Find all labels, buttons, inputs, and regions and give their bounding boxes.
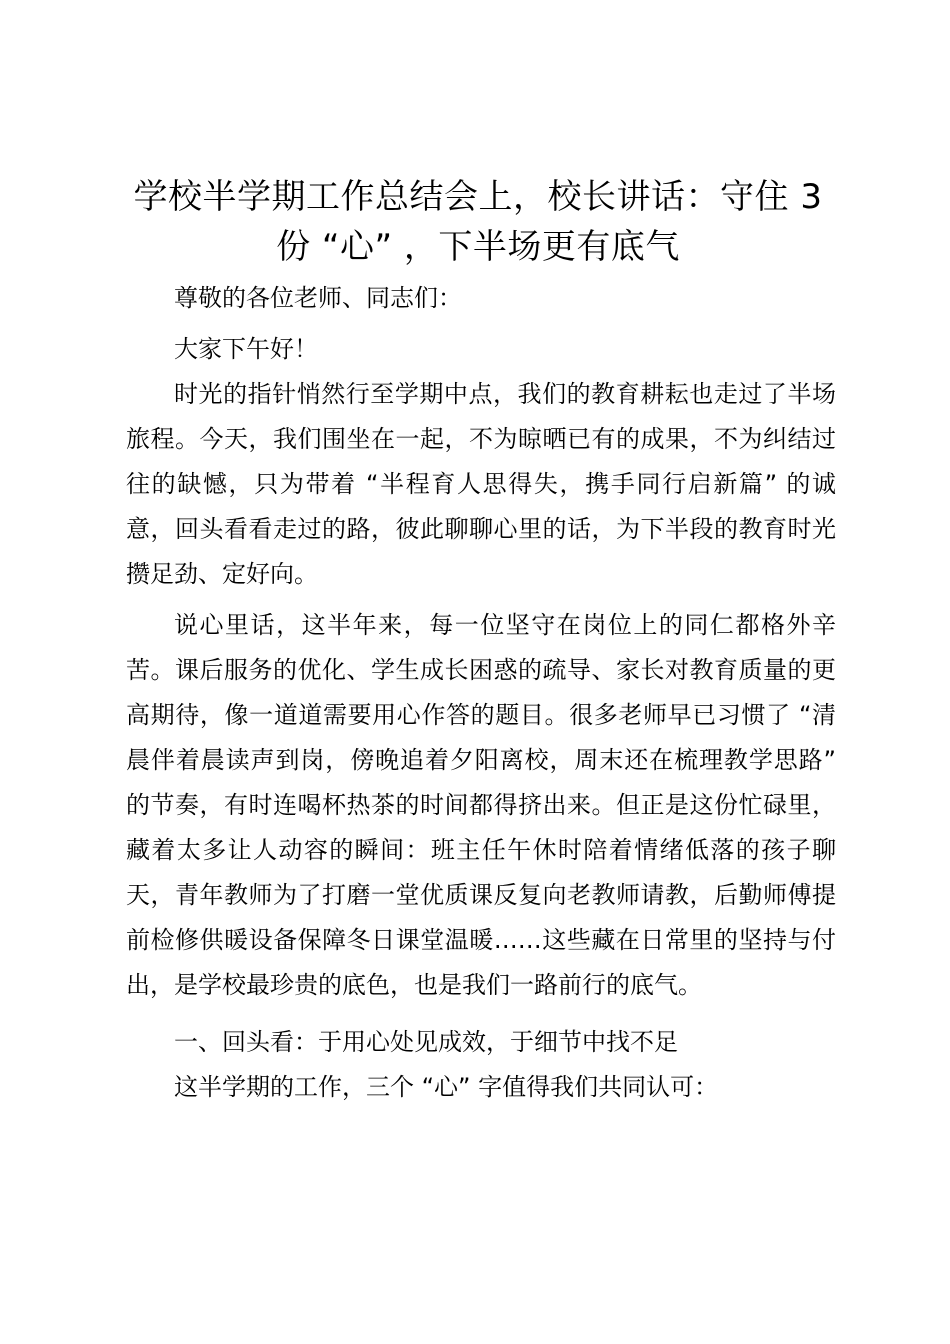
document-title: 学校半学期工作总结会上，校长讲话：守住 3 份 “心” ，下半场更有底气 [133,177,823,267]
document-body [126,276,836,1110]
body-paragraph: 时光的指针悄然行至学期中点，我们的教育耕耘也走过了半场旅程。今天，我们围坐在一起，不为晾晒已有的成果，不为纠结过往的缺憾，只为带着 “半程育人思得失，携手同行启新篇” 的诚意，回头看看走过的路，彼此聊聊心里的话，为下半段的教育时光攒足劲、定好向。 [126,380,836,588]
salutation-paragraph: 大家下午好！ [174,335,318,363]
body-paragraph: 说心里话，这半年来，每一位坚守在岗位上的同仁都格外辛苦。课后服务的优化、学生成长困惑的疏导、家长对教育质量的更高期待，像一道道需要用心作答的题目。很多老师早已习惯了 “清晨伴着晨读声到岗，傍晚追着夕阳离校，周末还在梳理教学思路” 的节奏，有时连喝杯热茶的时间都得挤出来。但正是这份忙碌里，藏着太多让人动容的瞬间：班主任午休时陪着情绪低落的孩子聊天，青年教师为了打磨一堂优质课反复向老教师请教，后勤师傅提前检修供暖设备保障冬日课堂温暖……这些藏在日常里的坚持与付出，是学校最珍贵的底色，也是我们一路前行的底气。 [126,611,836,999]
greeting-paragraph: 尊敬的各位老师、同志们： [174,284,462,312]
section-heading: 一、回头看：于用心处见成效，于细节中找不足 [174,1028,678,1056]
body-paragraph: 这半学期的工作，三个 “心” 字值得我们共同认可： [174,1073,719,1101]
